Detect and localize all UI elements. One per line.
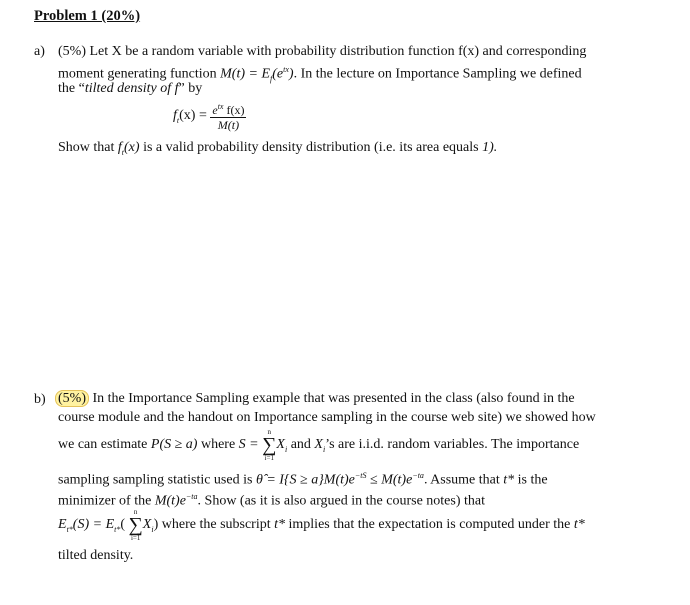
part-b-line5: minimizer of the $M(t)e^{-ta}$. Show (as it is also argued in the course notes) that xyxy=(58,492,485,509)
tilted-density-formula: $f_t(x)$ = $\frac{e^{tx} f(x)}{M(t)}$ xyxy=(173,102,245,132)
part-b-line6: $E_{t*}(S) = E_{t*}$( n ∑ i=1 $X_i$) where the subscript t* implies that the expectation is computed under the t* xyxy=(58,508,585,542)
summation-symbol-2: n ∑ i=1 xyxy=(128,508,143,542)
part-b-line7: tilted density. xyxy=(58,548,134,563)
part-b-line3: we can estimate P(S ≥ a) where S = n ∑ i=1 $X_i$ and $X_i’s$ are i.i.d. random variables. The importance xyxy=(58,428,580,462)
part-b-label: b) xyxy=(34,392,46,407)
highlighted-percent: (5%) xyxy=(55,390,89,407)
part-a-line2: moment generating function $M(t) = E_f(e^{tx})$. In the lecture on Importance Sampling we defined xyxy=(58,65,582,84)
part-b-line4: sampling sampling statistic used is θ̂ = $I\{S \ge a\}M(t)e^{-tS} \le M(t)e^{-ta}$. Assume that t* is the xyxy=(58,471,548,488)
part-b-line2: course module and the handout on Importance sampling in the course web site) we showed how xyxy=(58,410,596,425)
summation-symbol: n ∑ i=1 xyxy=(262,428,277,462)
part-b-line1: (5%) In the Importance Sampling example that was presented in the class (also found in the xyxy=(55,391,575,407)
problem-title: Problem 1 (20%) xyxy=(34,8,141,24)
part-a-label: a) xyxy=(34,44,45,59)
part-a-line1: (5%) Let X be a random variable with probability distribution function f(x) and corresponding xyxy=(58,44,587,59)
part-a-line3: the “tilted density of f” by xyxy=(58,81,203,96)
part-a-line4: Show that $f_t(x)$ is a valid probability density distribution (i.e. its area equals 1). xyxy=(58,140,498,157)
